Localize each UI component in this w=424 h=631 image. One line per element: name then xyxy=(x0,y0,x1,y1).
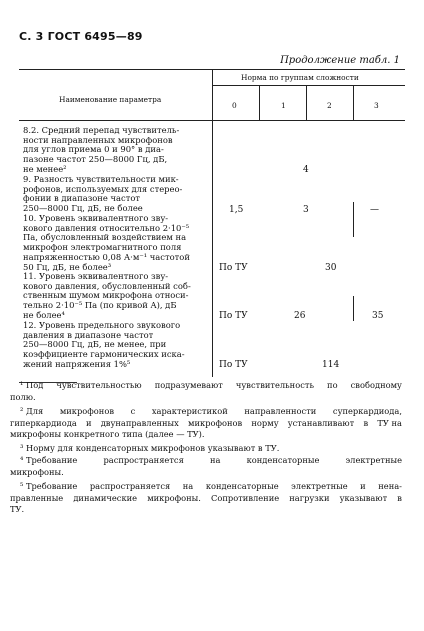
row-12-value-groups-1-3: 114 xyxy=(322,360,340,370)
footnote-line: микрофоны. xyxy=(10,466,64,477)
row-line: давления в диапазоне частот xyxy=(23,329,154,340)
footnote-line: ³ Норму для конденсаторных микрофонов указывают в ТУ. xyxy=(20,443,280,453)
footnote-4 xyxy=(10,455,402,478)
row-line: микрофон электромагнитного поля xyxy=(23,242,182,253)
group-divider-2-3 xyxy=(353,85,354,120)
row-12-value-group-0: По ТУ xyxy=(219,360,248,370)
footnote-line: правленные динамические микрофоны. Сопротивление нагрузки указывают в xyxy=(10,492,402,503)
row-line: 12. Уровень предельного звукового xyxy=(23,320,181,330)
table-row-11 xyxy=(23,272,210,321)
footnote-2 xyxy=(10,406,402,441)
footnote-line: гиперкардиода и двунаправленных микрофонов норму устанавливают в ТУ на xyxy=(10,417,402,428)
row-line: 10. Уровень эквивалентного зву- xyxy=(23,213,169,223)
row-line: коэффициенте гармонических иска- xyxy=(23,349,185,360)
group-divider-0-1 xyxy=(259,85,260,120)
row-11-value-group-0: По ТУ xyxy=(219,311,248,321)
row-line: кового давления относительно 2·10⁻⁵ xyxy=(23,222,190,233)
row-9-value-group-0: 1,5 xyxy=(229,205,244,215)
row-line: ственным шумом микрофона относи- xyxy=(23,290,189,301)
row-line: 50 Гц, дБ, не более³ xyxy=(23,261,112,272)
row-line: ности направленных микрофонов xyxy=(23,134,173,145)
table-row-12 xyxy=(23,321,210,370)
footnote-5 xyxy=(10,481,402,516)
footnote-line: ⁴ Требование распространяется на конденсаторные электретные xyxy=(20,455,402,465)
row-line: 11. Уровень эквивалентного зву- xyxy=(23,271,169,281)
row-line: 250—8000 Гц, дБ, не менее, при xyxy=(23,339,167,350)
group-column-header: Норма по группам сложности xyxy=(241,73,359,82)
row-11-value-group-3: 35 xyxy=(372,311,384,321)
row-line: фонии в диапазоне частот xyxy=(23,193,141,204)
row-line: 9. Разность чувствительности мик- xyxy=(23,174,179,184)
group-divider-1-2 xyxy=(306,85,307,120)
row-line: напряженностью 0,08 А·м⁻¹ частотой xyxy=(23,251,190,262)
table-row-10 xyxy=(23,214,210,272)
row-line: кового давления, обусловленный соб- xyxy=(23,280,191,291)
row-10-value-groups-1-3: 30 xyxy=(325,263,337,273)
group-0-header: 0 xyxy=(232,101,237,110)
row-9-value-groups-1-2: 3 xyxy=(303,205,309,215)
group-2-header: 2 xyxy=(327,101,332,110)
page-header: С. 3 ГОСТ 6495—89 xyxy=(19,30,143,43)
param-column-divider xyxy=(212,69,213,377)
group-1-header: 1 xyxy=(281,101,286,110)
footnote-line: ⁵ Требование распространяется на конденсаторные электретные и нена- xyxy=(20,481,402,491)
group-divider-2-3-body-b xyxy=(353,296,354,321)
row-10-value-group-0: По ТУ xyxy=(219,263,248,273)
table-continuation-label: Продолжение табл. 1 xyxy=(280,55,400,66)
footnote-1 xyxy=(10,380,402,403)
row-line: 8.2. Средний перепад чувствитель- xyxy=(23,125,180,135)
footnote-line: полю. xyxy=(10,391,36,402)
footnote-3 xyxy=(20,443,402,455)
row-line: не менее² xyxy=(23,163,67,174)
row-line: 250—8000 Гц, дБ, не более xyxy=(23,203,143,214)
row-9-value-group-3: — xyxy=(370,205,379,215)
row-line: тельно 2·10⁻⁵ Па (по кривой A), дБ xyxy=(23,300,177,311)
footnote-line: ² Для микрофонов с характеристикой направленности суперкардиода, xyxy=(20,406,402,416)
row-line: не более⁴ xyxy=(23,309,65,320)
footnote-line: микрофоны конкретного типа (далее — ТУ). xyxy=(10,429,205,439)
footnote-line: ТУ. xyxy=(10,504,25,514)
row-line: рофонов, используемых для стерео- xyxy=(23,183,183,194)
group-header-divider xyxy=(212,85,405,86)
group-3-header: 3 xyxy=(374,101,379,110)
row-8-2-value-groups-1-2: 4 xyxy=(303,165,309,175)
table-row-9 xyxy=(23,175,210,214)
row-line: жений напряжения 1%⁵ xyxy=(23,358,131,369)
parameters-table xyxy=(19,69,405,377)
group-divider-2-3-body-a xyxy=(353,202,354,237)
row-line: для углов приема 0 и 90° в диа- xyxy=(23,144,164,155)
param-column-header: Наименование параметра xyxy=(59,95,162,104)
table-row-8-2 xyxy=(23,126,210,175)
row-11-value-groups-1-2: 26 xyxy=(294,311,306,321)
footnote-line: ¹ Под чувствительностью подразумевают чувствительность по свободному xyxy=(20,380,402,390)
row-line: Па, обусловленный воздействием на xyxy=(23,232,187,243)
row-line: пазоне частот 250—8000 Гц, дБ, xyxy=(23,154,168,165)
